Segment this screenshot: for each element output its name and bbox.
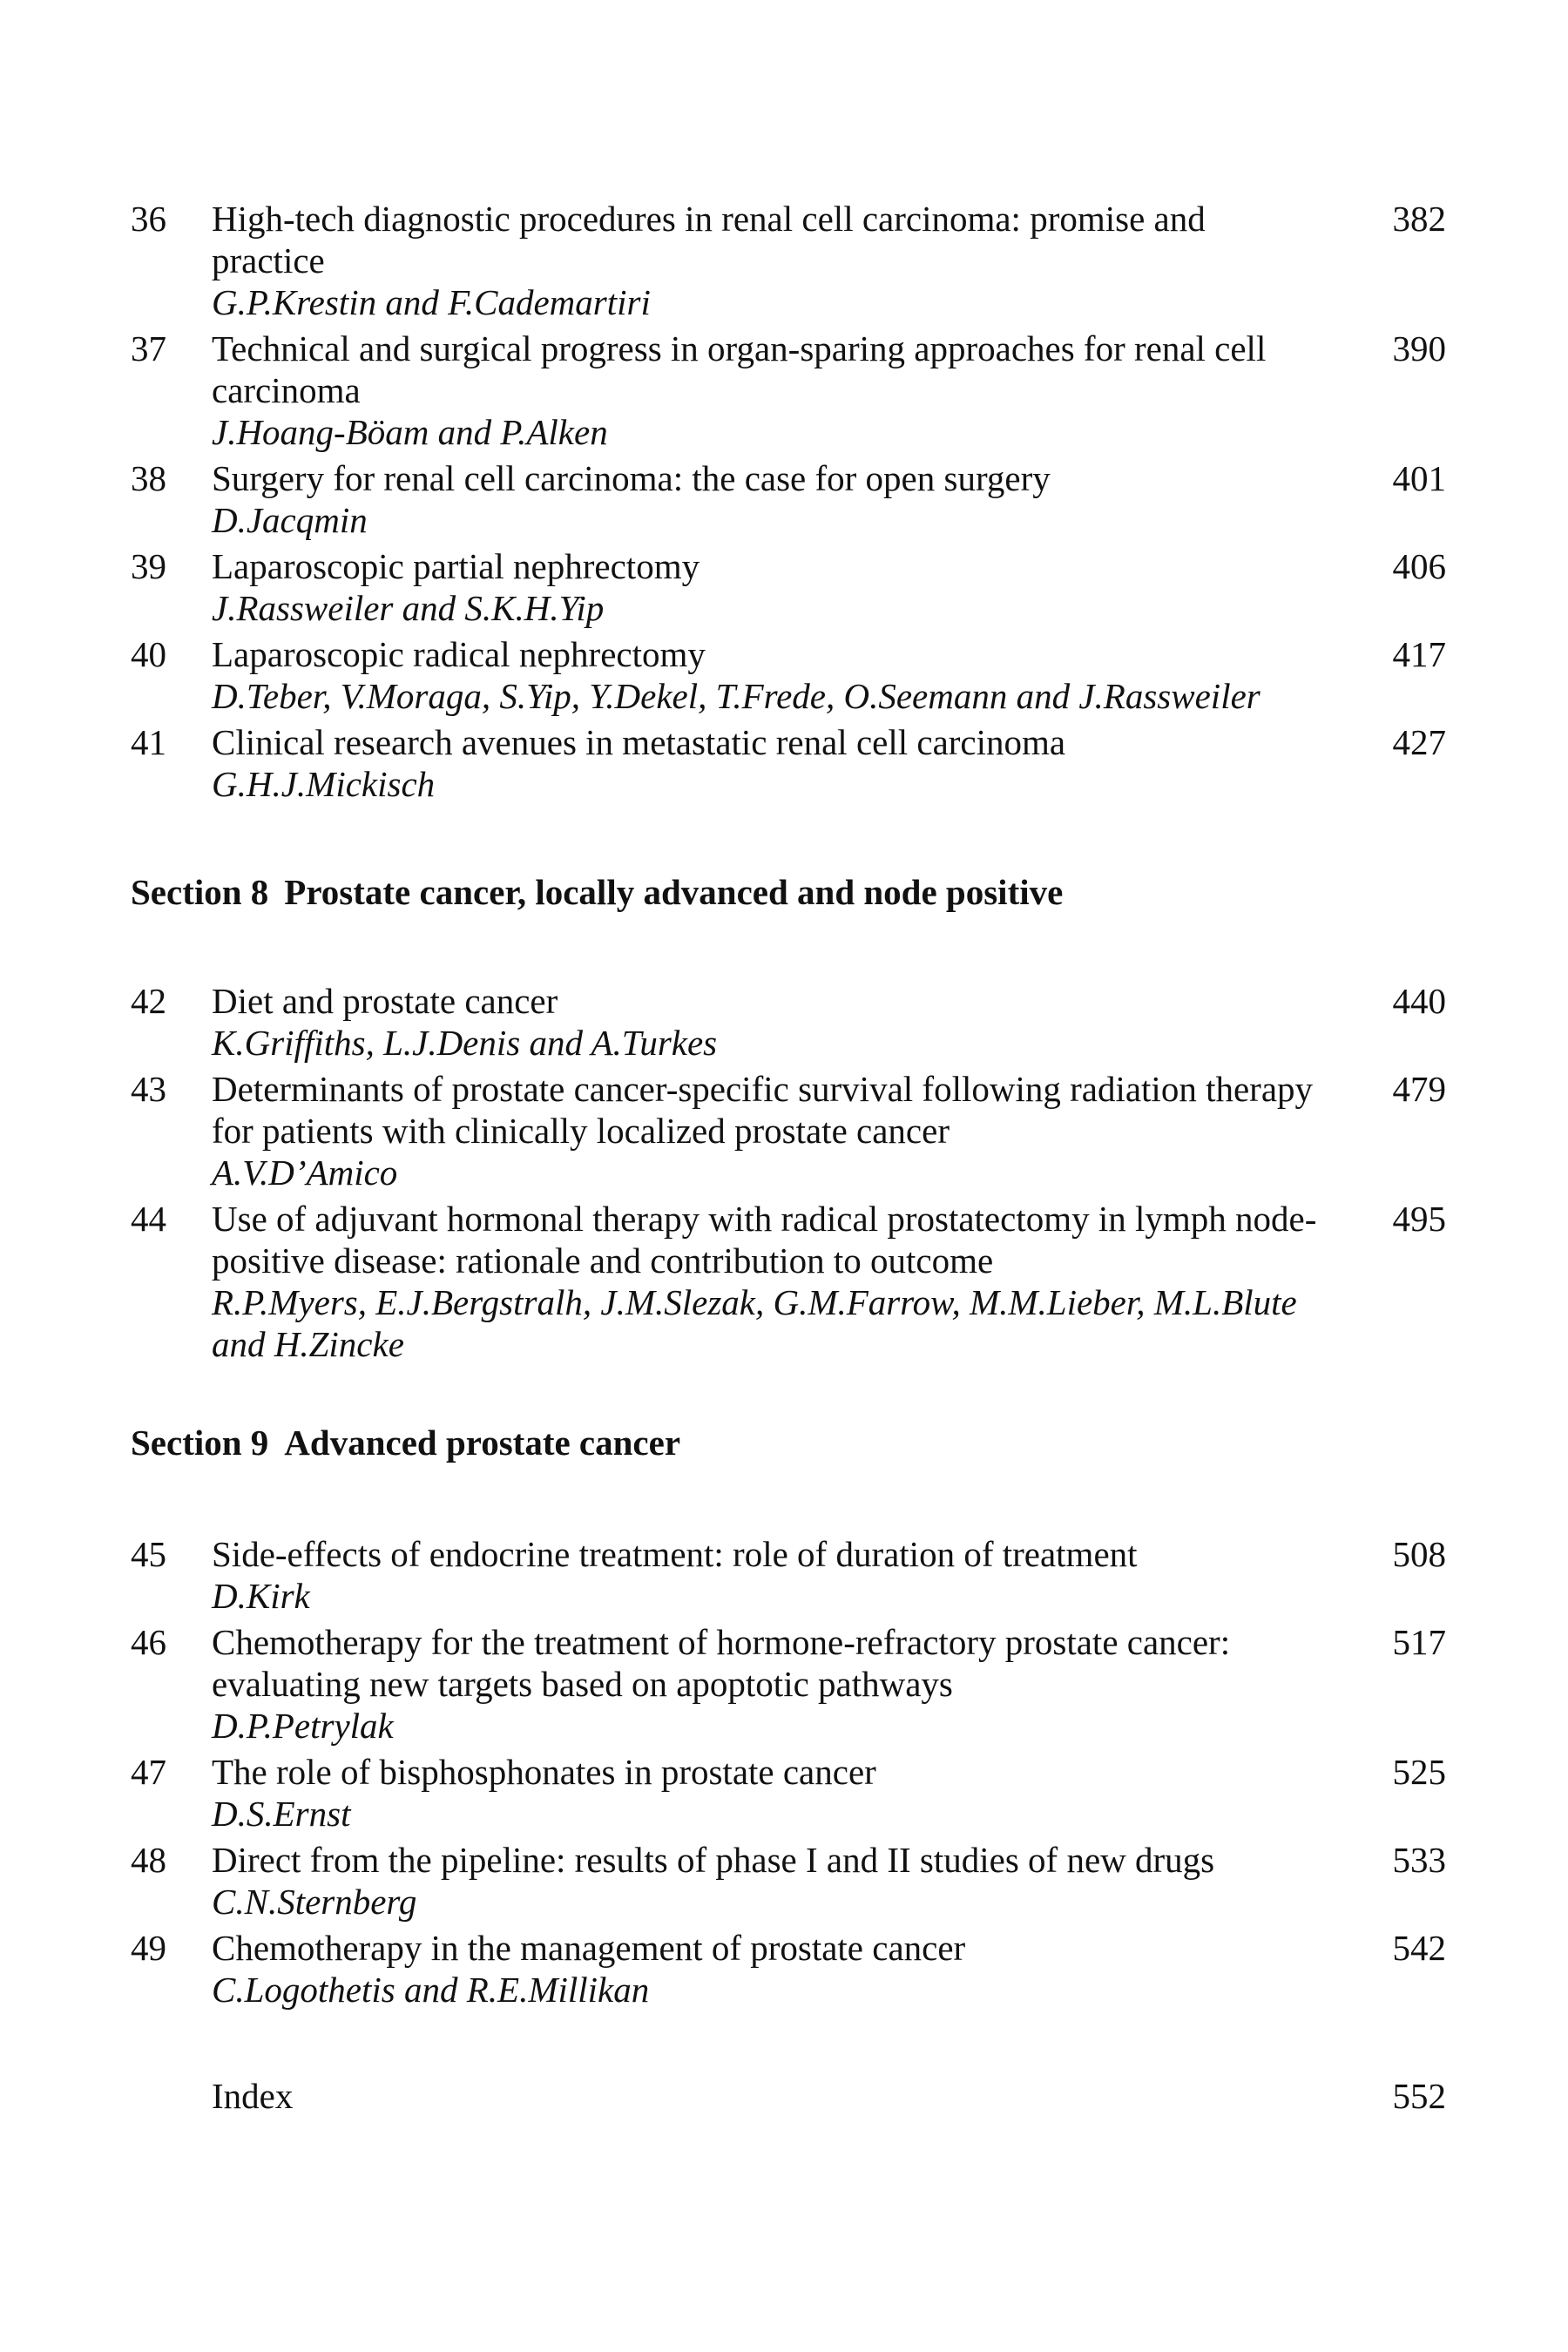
chapter-number: 46 [131, 1622, 166, 1662]
toc-index-block [131, 2075, 1446, 2121]
toc-entry[interactable] [131, 198, 1446, 323]
chapter-title: Determinants of prostate cancer-specific survival following radiation therapy for patients with clinically localized prostate cancer [212, 1069, 1314, 1151]
chapter-authors: R.P.Myers, E.J.Bergstralh, J.M.Slezak, G.M.Farrow, M.M.Lieber, M.L.Blute and H.Zincke [212, 1282, 1297, 1364]
chapter-number: 48 [131, 1840, 166, 1880]
toc-entry[interactable] [131, 1621, 1446, 1747]
chapter-title: Chemotherapy in the management of prostate cancer [212, 1928, 966, 1968]
chapter-authors: A.V.D’Amico [212, 1152, 398, 1193]
chapter-authors: D.Kirk [212, 1576, 310, 1616]
chapter-number: 40 [131, 634, 166, 674]
chapter-title: Surgery for renal cell carcinoma: the case for open surgery [212, 458, 1051, 498]
page-number: 406 [1392, 546, 1446, 586]
section-title: Prostate cancer, locally advanced and node positive [284, 872, 1064, 912]
chapter-title: Technical and surgical progress in organ-sparing approaches for renal cell carcinoma [212, 328, 1267, 410]
chapter-number: 41 [131, 722, 166, 762]
index-page-number: 552 [1392, 2076, 1446, 2116]
chapter-number: 37 [131, 328, 166, 368]
chapter-authors: C.N.Sternberg [212, 1882, 417, 1922]
chapter-authors: K.Griffiths, L.J.Denis and A.Turkes [212, 1023, 718, 1063]
chapter-number: 49 [131, 1928, 166, 1968]
page-number: 517 [1392, 1622, 1446, 1662]
chapter-title: Diet and prostate cancer [212, 981, 558, 1021]
chapter-authors: D.S.Ernst [212, 1794, 351, 1834]
chapter-number: 45 [131, 1534, 166, 1574]
chapter-number-empty [131, 2075, 212, 2117]
section-heading-8[interactable] [131, 871, 1446, 913]
chapter-title: Side-effects of endocrine treatment: role of duration of treatment [212, 1534, 1138, 1574]
toc-entry[interactable] [131, 545, 1446, 629]
chapter-title: Laparoscopic partial nephrectomy [212, 546, 700, 586]
chapter-authors: C.Logothetis and R.E.Millikan [212, 1970, 650, 2010]
page-number: 495 [1392, 1199, 1446, 1239]
chapter-title: High-tech diagnostic procedures in renal cell carcinoma: promise and practice [212, 199, 1206, 280]
chapter-title: Direct from the pipeline: results of phase I and II studies of new drugs [212, 1840, 1215, 1880]
section-label: Section 9 [131, 1423, 269, 1463]
index-title: Index [212, 2076, 294, 2116]
section-title: Advanced prostate cancer [284, 1423, 681, 1463]
page-number: 479 [1392, 1069, 1446, 1109]
toc-entry[interactable] [131, 1198, 1446, 1365]
toc-group-prostate-advanced-local [131, 980, 1446, 1369]
toc-entry[interactable] [131, 1533, 1446, 1617]
toc-group-prostate-advanced [131, 1533, 1446, 2015]
toc-entry[interactable] [131, 328, 1446, 453]
chapter-authors: D.Teber, V.Moraga, S.Yip, Y.Dekel, T.Frede, O.Seemann and J.Rassweiler [212, 676, 1260, 716]
chapter-number: 43 [131, 1069, 166, 1109]
page-number: 427 [1392, 722, 1446, 762]
toc-entry-index[interactable] [131, 2075, 1446, 2117]
toc-group-renal [131, 198, 1446, 809]
toc-entry[interactable] [131, 1751, 1446, 1835]
chapter-authors: D.P.Petrylak [212, 1706, 394, 1746]
chapter-number: 38 [131, 458, 166, 498]
page-number: 542 [1392, 1928, 1446, 1968]
chapter-title: Laparoscopic radical nephrectomy [212, 634, 706, 674]
chapter-authors: G.H.J.Mickisch [212, 764, 436, 804]
toc-entry[interactable] [131, 1839, 1446, 1923]
toc-entry[interactable] [131, 721, 1446, 805]
page-number: 417 [1392, 634, 1446, 674]
page-number: 401 [1392, 458, 1446, 498]
page-number: 440 [1392, 981, 1446, 1021]
chapter-title: The role of bisphosphonates in prostate cancer [212, 1752, 876, 1792]
section-label: Section 8 [131, 872, 269, 912]
toc-entry[interactable] [131, 1068, 1446, 1193]
chapter-authors: G.P.Krestin and F.Cademartiri [212, 282, 651, 322]
page-number: 533 [1392, 1840, 1446, 1880]
chapter-number: 44 [131, 1199, 166, 1239]
toc-entry[interactable] [131, 633, 1446, 717]
chapter-title: Use of adjuvant hormonal therapy with radical prostatectomy in lymph node-positive disease: rationale and contribution to outcome [212, 1199, 1317, 1281]
section-heading-9[interactable] [131, 1422, 1446, 1463]
chapter-authors: J.Rassweiler and S.K.H.Yip [212, 588, 605, 628]
chapter-number: 39 [131, 546, 166, 586]
toc-entry[interactable] [131, 980, 1446, 1064]
chapter-number: 42 [131, 981, 166, 1021]
page-number: 382 [1392, 199, 1446, 239]
toc-entry[interactable] [131, 1927, 1446, 2011]
chapter-authors: J.Hoang-Böam and P.Alken [212, 412, 608, 452]
chapter-authors: D.Jacqmin [212, 500, 368, 540]
chapter-number: 36 [131, 199, 166, 239]
chapter-title: Clinical research avenues in metastatic renal cell carcinoma [212, 722, 1066, 762]
toc-entry[interactable] [131, 457, 1446, 541]
page-number: 390 [1392, 328, 1446, 368]
page-number: 525 [1392, 1752, 1446, 1792]
page-number: 508 [1392, 1534, 1446, 1574]
chapter-title: Chemotherapy for the treatment of hormone-refractory prostate cancer: evaluating new targets based on apoptotic pathways [212, 1622, 1231, 1704]
chapter-number: 47 [131, 1752, 166, 1792]
